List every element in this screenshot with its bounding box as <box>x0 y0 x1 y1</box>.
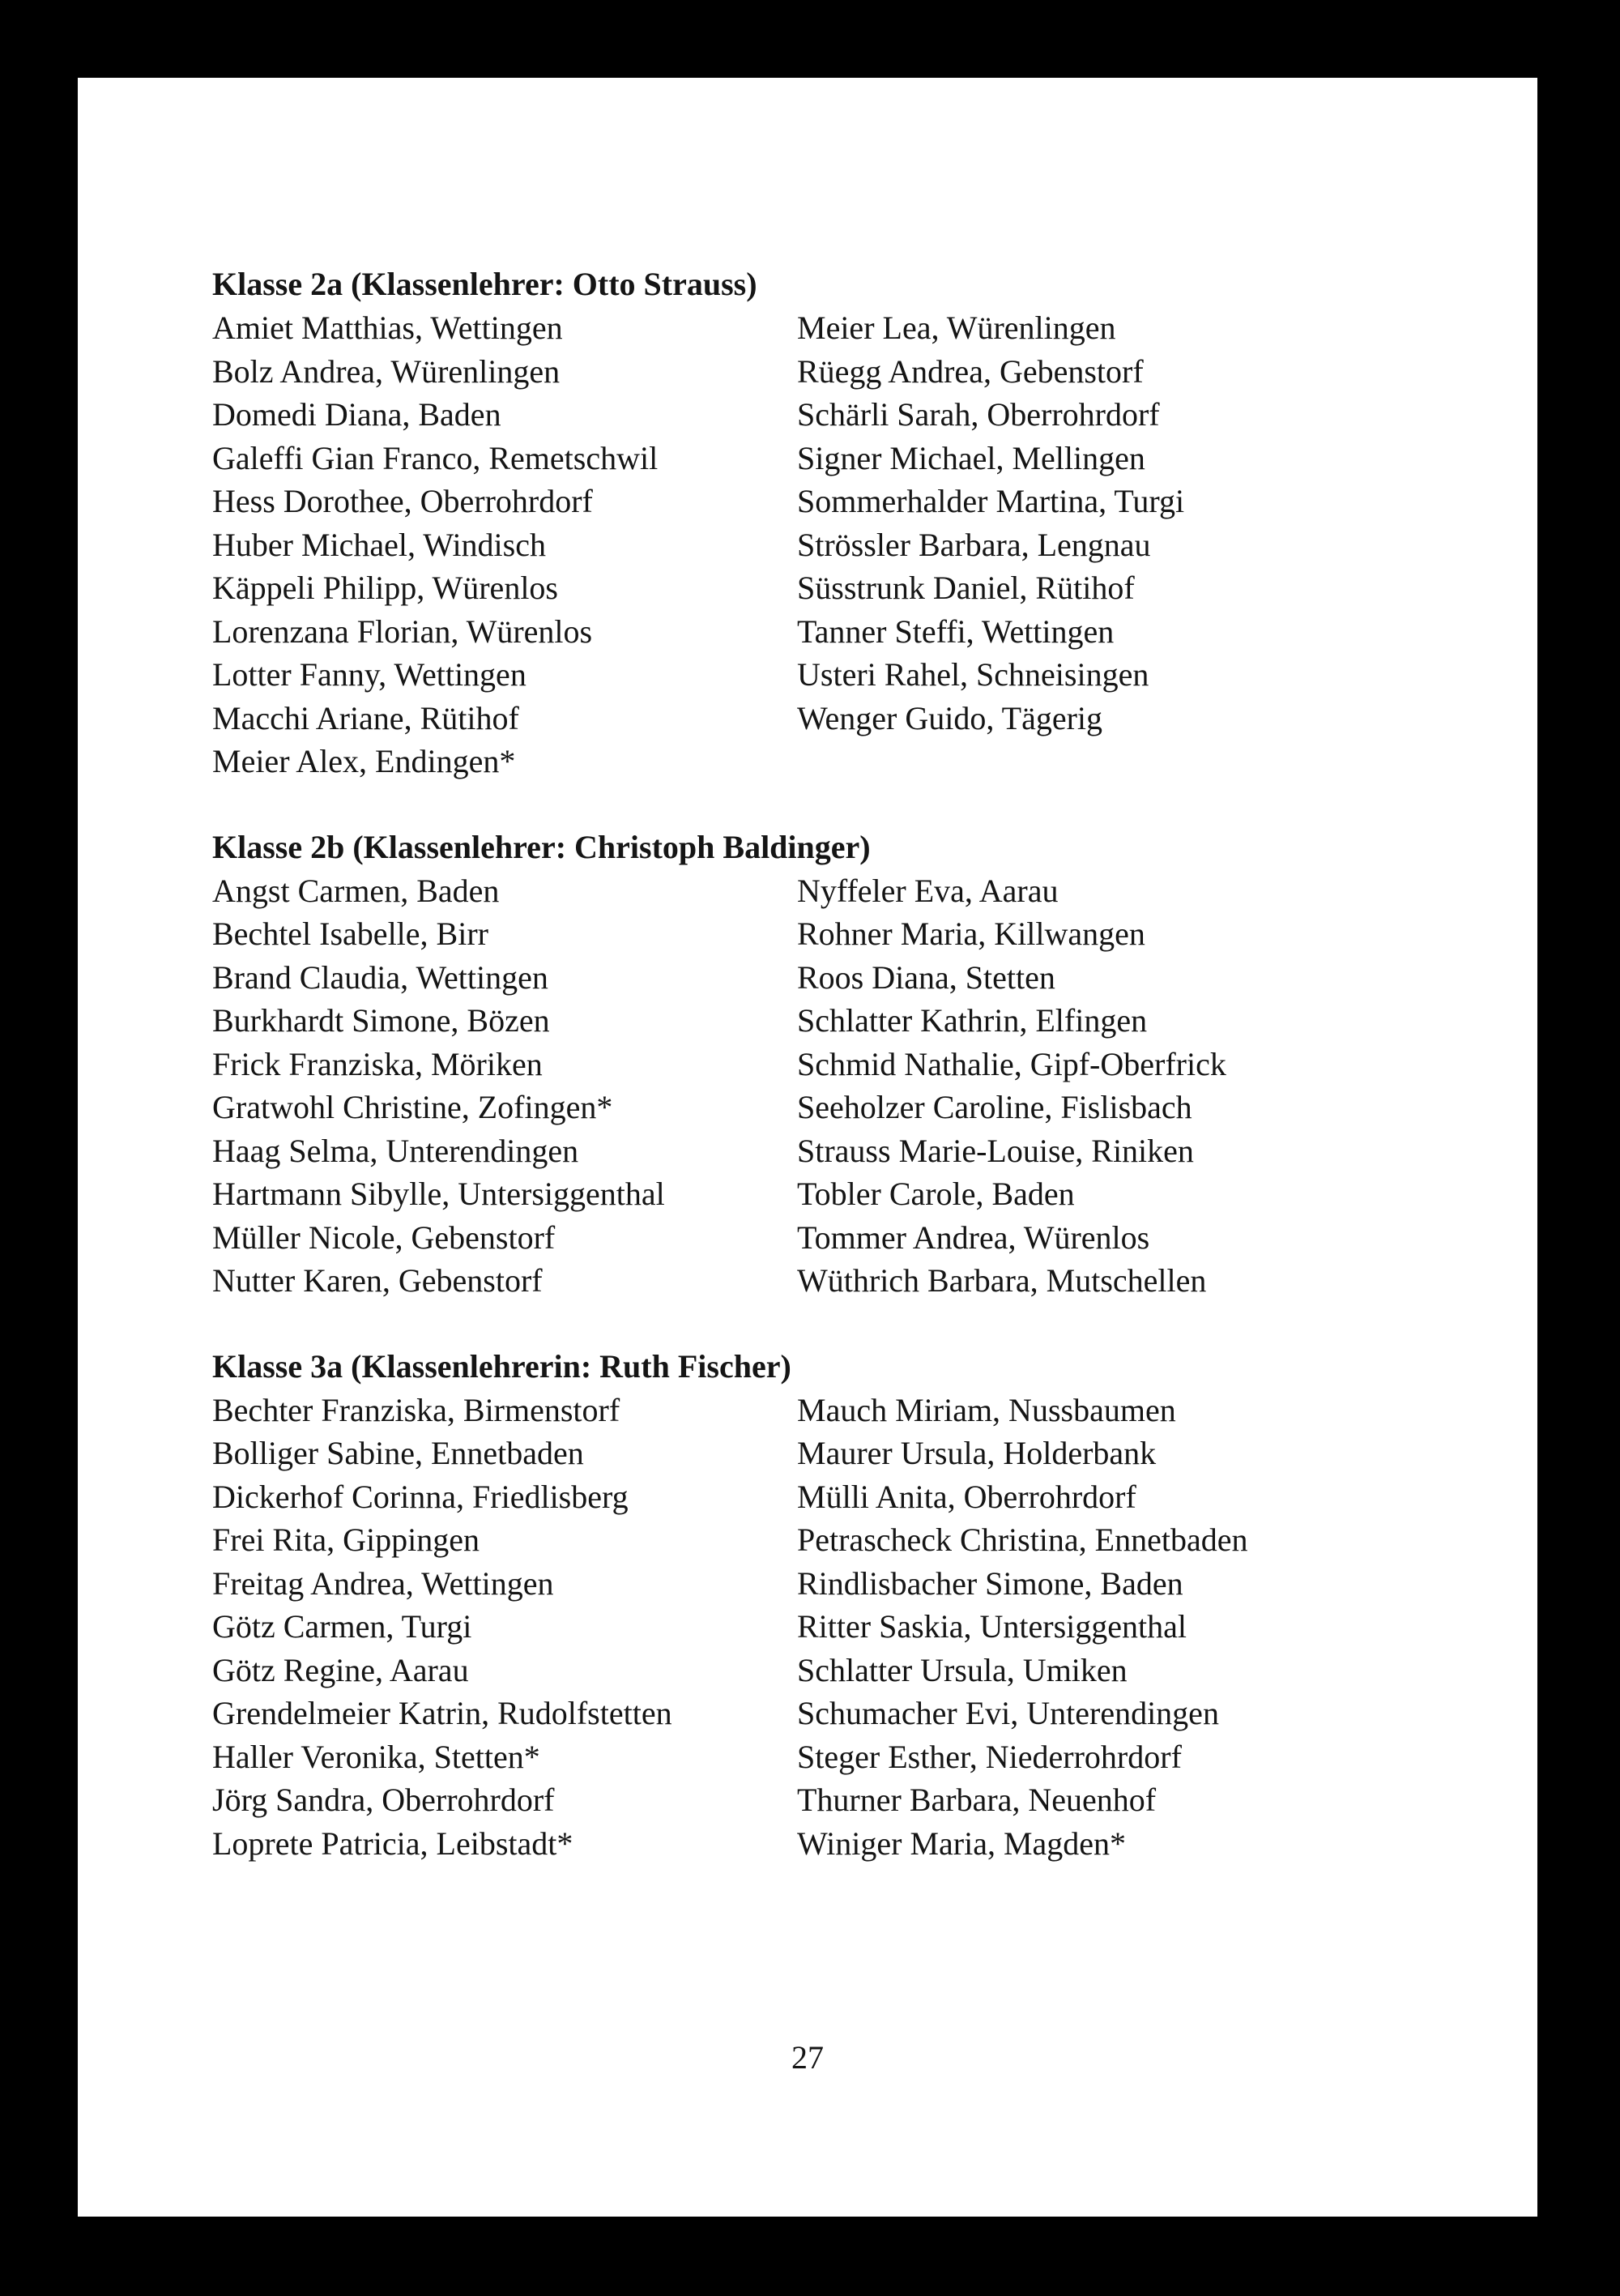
student-entry: Schlatter Ursula, Umiken <box>797 1651 1128 1688</box>
student-entry: Hess Dorothee, Oberrohrdorf <box>212 483 593 519</box>
student-entry: Wenger Guido, Tägerig <box>797 699 1103 736</box>
student-entry: Schärli Sarah, Oberrohrdorf <box>797 396 1160 433</box>
student-entry: Galeffi Gian Franco, Remetschwil <box>212 439 659 476</box>
class-teacher: (Klassenlehrer: Christoph Baldinger) <box>352 828 871 865</box>
student-entry: Rüegg Andrea, Gebenstorf <box>797 352 1144 390</box>
student-entry: Rindlisbacher Simone, Baden <box>797 1564 1183 1602</box>
student-entry: Mülli Anita, Oberrohrdorf <box>797 1478 1136 1515</box>
student-entry: Bolz Andrea, Würenlingen <box>212 352 561 390</box>
student-entry: Rohner Maria, Killwangen <box>797 915 1145 952</box>
class-heading <box>212 1345 1427 1389</box>
student-entry: Strössler Barbara, Lengnau <box>797 526 1151 563</box>
student-entry: Brand Claudia, Wettingen <box>212 958 548 996</box>
student-entry: Götz Regine, Aarau <box>212 1651 469 1688</box>
student-entry: Tobler Carole, Baden <box>797 1176 1075 1212</box>
class-name: Klasse 2b <box>212 828 345 865</box>
student-entry: Müller Nicole, Gebenstorf <box>212 1218 556 1256</box>
student-list-left <box>212 869 797 1303</box>
student-entry: Maurer Ursula, Holderbank <box>797 1435 1157 1471</box>
student-entry: Haag Selma, Unterendingen <box>212 1132 579 1169</box>
student-entry: Frick Franziska, Möriken <box>212 1045 543 1082</box>
student-entry: Winiger Maria, Magden* <box>797 1824 1127 1862</box>
student-columns <box>212 869 1427 1303</box>
student-entry: Schmid Nathalie, Gipf-Oberfrick <box>797 1045 1226 1082</box>
class-section-2a <box>212 262 1427 783</box>
student-entry: Süsstrunk Daniel, Rütihof <box>797 570 1135 606</box>
student-entry: Burkhardt Simone, Bözen <box>212 1002 550 1039</box>
student-entry: Lotter Fanny, Wettingen <box>212 656 526 693</box>
student-entry: Sommerhalder Martina, Turgi <box>797 483 1185 519</box>
student-entry: Bechter Franziska, Birmenstorf <box>212 1391 620 1428</box>
class-name: Klasse 2a <box>212 266 343 302</box>
class-teacher: (Klassenlehrer: Otto Strauss) <box>351 266 757 302</box>
student-entry: Schumacher Evi, Unterendingen <box>797 1695 1219 1731</box>
student-entry: Götz Carmen, Turgi <box>212 1608 472 1645</box>
class-lists <box>212 262 1427 1907</box>
student-entry: Jörg Sandra, Oberrohrdorf <box>212 1782 555 1818</box>
student-entry: Ritter Saskia, Untersiggenthal <box>797 1608 1187 1645</box>
student-entry: Domedi Diana, Baden <box>212 396 501 433</box>
document-page <box>78 78 1537 2217</box>
student-entry: Huber Michael, Windisch <box>212 526 546 563</box>
class-section-2b <box>212 826 1427 1303</box>
student-columns <box>212 1389 1427 1866</box>
student-entry: Bolliger Sabine, Ennetbaden <box>212 1435 584 1471</box>
student-entry: Dickerhof Corinna, Friedlisberg <box>212 1478 629 1515</box>
class-heading <box>212 262 1427 306</box>
student-entry: Petrascheck Christina, Ennetbaden <box>797 1521 1248 1558</box>
student-entry: Haller Veronika, Stetten* <box>212 1738 540 1775</box>
student-entry: Mauch Miriam, Nussbaumen <box>797 1391 1176 1428</box>
student-list-right <box>797 869 1413 1303</box>
student-entry: Angst Carmen, Baden <box>212 872 500 909</box>
student-entry: Loprete Patricia, Leibstadt* <box>212 1824 573 1862</box>
student-entry: Lorenzana Florian, Würenlos <box>212 612 593 650</box>
student-list-right <box>797 306 1413 783</box>
class-heading <box>212 826 1427 869</box>
student-entry: Meier Alex, Endingen* <box>212 743 516 779</box>
student-entry: Usteri Rahel, Schneisingen <box>797 656 1149 693</box>
class-section-3a <box>212 1345 1427 1866</box>
student-entry: Wüthrich Barbara, Mutschellen <box>797 1262 1207 1299</box>
student-entry: Meier Lea, Würenlingen <box>797 309 1116 346</box>
page-number: 27 <box>791 2039 824 2076</box>
student-entry: Nutter Karen, Gebenstorf <box>212 1262 543 1299</box>
student-entry: Frei Rita, Gippingen <box>212 1521 480 1558</box>
class-name: Klasse 3a <box>212 1347 343 1385</box>
student-entry: Steger Esther, Niederrohrdorf <box>797 1738 1182 1775</box>
student-entry: Strauss Marie-Louise, Riniken <box>797 1132 1194 1169</box>
student-entry: Signer Michael, Mellingen <box>797 439 1145 476</box>
student-entry: Bechtel Isabelle, Birr <box>212 915 488 952</box>
student-entry: Käppeli Philipp, Würenlos <box>212 570 558 606</box>
student-entry: Thurner Barbara, Neuenhof <box>797 1782 1157 1818</box>
student-columns <box>212 306 1427 783</box>
student-list-right <box>797 1389 1413 1866</box>
student-entry: Nyffeler Eva, Aarau <box>797 872 1059 909</box>
class-teacher: (Klassenlehrerin: Ruth Fischer) <box>351 1347 791 1385</box>
student-entry: Macchi Ariane, Rütihof <box>212 699 519 736</box>
student-list-left <box>212 1389 797 1866</box>
student-entry: Tanner Steffi, Wettingen <box>797 612 1115 650</box>
student-entry: Gratwohl Christine, Zofingen* <box>212 1089 613 1125</box>
student-entry: Seeholzer Caroline, Fislisbach <box>797 1089 1192 1125</box>
student-entry: Schlatter Kathrin, Elfingen <box>797 1002 1148 1039</box>
student-entry: Tommer Andrea, Würenlos <box>797 1218 1150 1256</box>
student-entry: Hartmann Sibylle, Untersiggenthal <box>212 1176 665 1212</box>
student-entry: Roos Diana, Stetten <box>797 958 1055 996</box>
student-entry: Amiet Matthias, Wettingen <box>212 309 563 346</box>
student-entry: Grendelmeier Katrin, Rudolfstetten <box>212 1695 672 1731</box>
student-entry: Freitag Andrea, Wettingen <box>212 1564 554 1602</box>
student-list-left <box>212 306 797 783</box>
